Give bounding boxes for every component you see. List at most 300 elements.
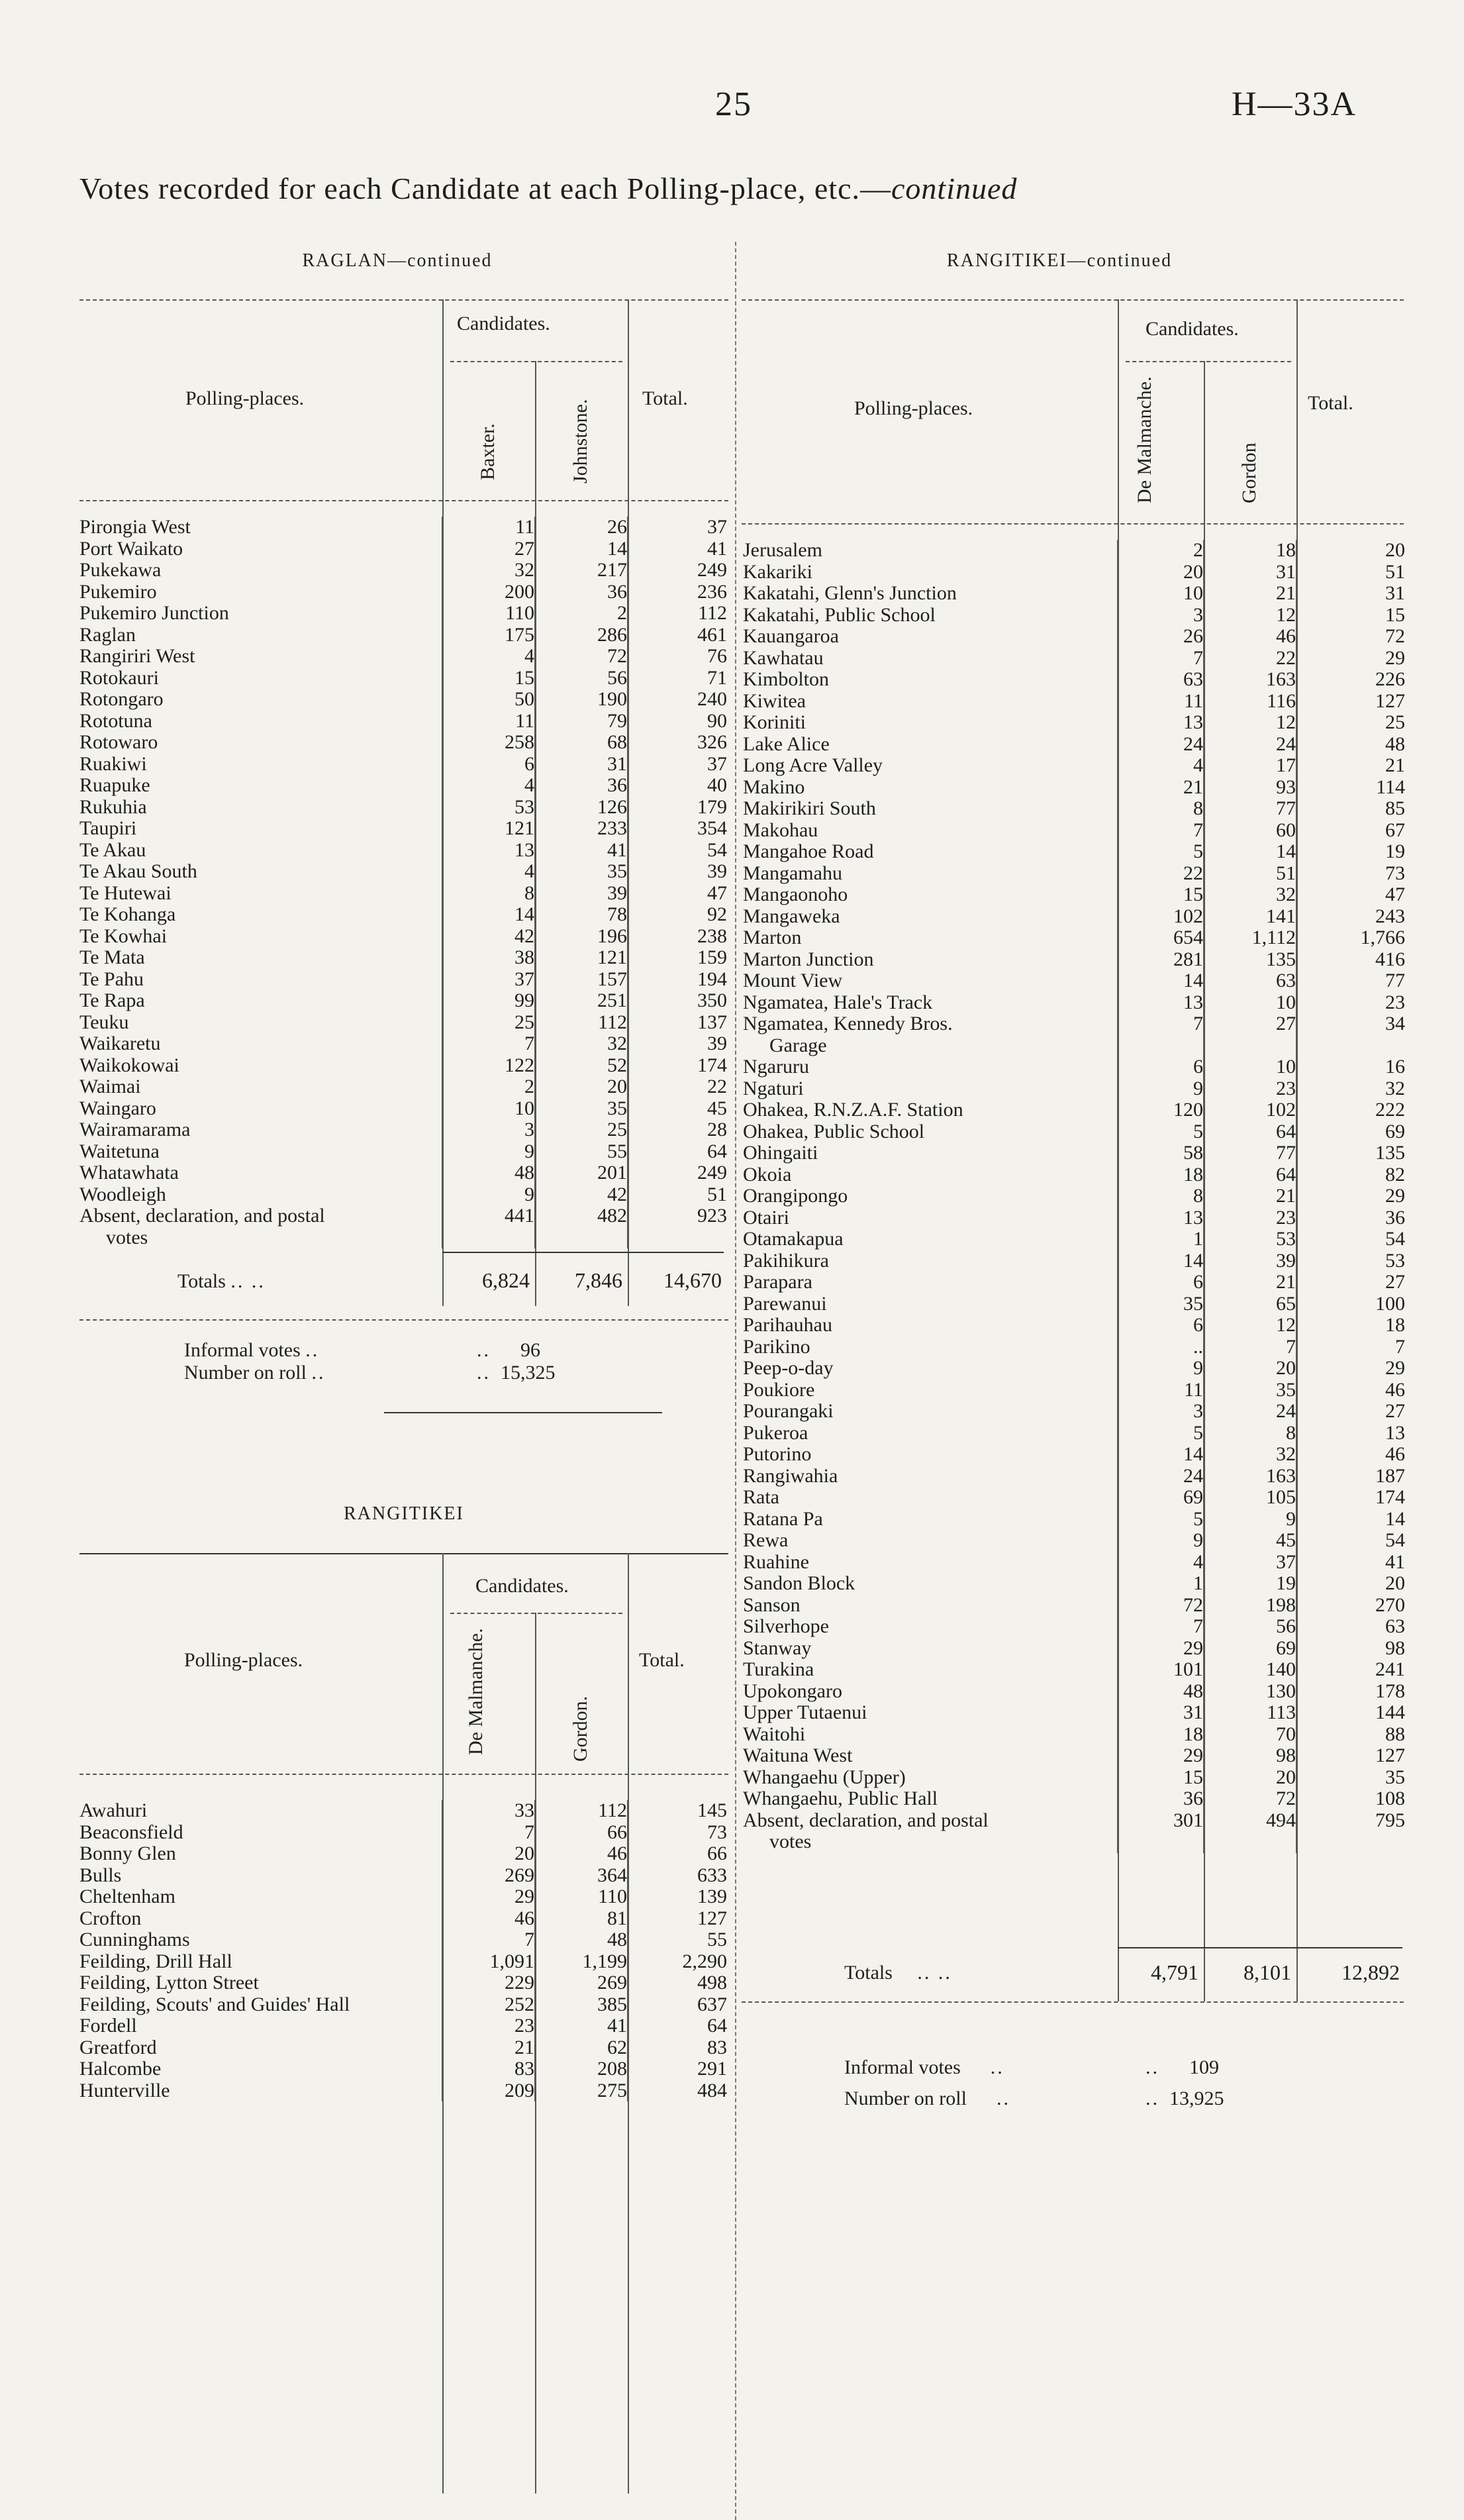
- row-total: [628, 1865, 727, 1887]
- row-total: [1296, 1638, 1405, 1660]
- row-total-text: 18: [1385, 1314, 1405, 1336]
- candidate-2-votes-text: 102: [1266, 1099, 1296, 1121]
- row-total: [1296, 1831, 1405, 1853]
- rangitikei-cont-bottom-rule: [742, 2001, 1404, 2003]
- polling-place-name-text: Orangipongo: [743, 1185, 848, 1207]
- candidate-1-votes-text: 23: [514, 2015, 534, 2037]
- candidate-2-votes: [535, 947, 628, 969]
- table-row: [79, 581, 727, 603]
- candidate-2-votes: [535, 883, 628, 905]
- candidate-1-votes-text: 32: [514, 559, 534, 581]
- candidate-1-votes-text: 7: [1193, 819, 1203, 841]
- candidate-2-votes-text: 56: [607, 666, 627, 689]
- polling-place-name: [79, 1929, 442, 1951]
- row-total: [628, 904, 727, 926]
- rangitikei-cont-polling-label: Polling-places.: [854, 397, 973, 419]
- polling-place-name-text: Mangaweka: [743, 905, 840, 927]
- row-total: [628, 1098, 727, 1120]
- page-title: [79, 171, 1017, 206]
- candidate-2-votes-text: 77: [1276, 797, 1296, 819]
- candidate-2-votes: [1204, 863, 1296, 885]
- table-row: [79, 625, 727, 646]
- table-row: [743, 648, 1405, 670]
- row-total: [1296, 1358, 1405, 1380]
- polling-place-name-text: Marton: [743, 927, 802, 948]
- polling-place-name-text: Port Waikato: [79, 538, 183, 560]
- candidate-1-votes: [1118, 1164, 1204, 1186]
- table-row: [743, 1142, 1405, 1164]
- row-total-text: 236: [697, 580, 727, 603]
- polling-place-name-text: Pukekawa: [79, 560, 162, 581]
- candidate-1-votes: [1118, 1013, 1204, 1035]
- polling-place-name: [743, 1164, 1118, 1186]
- candidate-2-votes-text: 7: [1286, 1335, 1296, 1358]
- row-total-text: 194: [697, 968, 727, 990]
- row-total-text: 22: [707, 1076, 727, 1097]
- table-row: [743, 1788, 1405, 1810]
- candidate-2-votes: [1204, 1530, 1296, 1552]
- polling-place-name: [79, 969, 442, 991]
- candidate-2-votes: [1204, 1573, 1296, 1595]
- row-total: [628, 711, 727, 732]
- table-row: [743, 1229, 1405, 1250]
- polling-place-name-text: Waimai: [79, 1076, 141, 1097]
- polling-place-name-text: Marton Junction: [743, 948, 874, 970]
- row-total-text: 1,766: [1360, 927, 1405, 948]
- row-total-text: 40: [707, 774, 727, 796]
- table-row: [79, 990, 727, 1012]
- candidate-2-votes: [535, 1184, 628, 1206]
- raglan-candidates-label: Candidates.: [457, 313, 550, 334]
- polling-place-name: [79, 1205, 442, 1227]
- row-total: [628, 818, 727, 840]
- candidate-1-votes-text: 252: [505, 1993, 534, 2015]
- row-total-text: 326: [697, 731, 727, 753]
- table-row: [79, 603, 727, 625]
- rangitikei-cont-totals-label: Totals .. ..: [844, 1962, 952, 1984]
- candidate-1-votes-text: 101: [1173, 1658, 1203, 1680]
- candidate-1-votes: [1118, 949, 1204, 971]
- polling-place-name-text: Peep-o-day: [743, 1358, 834, 1379]
- row-total-text: 416: [1375, 948, 1405, 970]
- polling-place-name: [743, 1250, 1118, 1272]
- candidate-2-votes: [1204, 798, 1296, 820]
- polling-place-name-text: Feilding, Scouts' and Guides' Hall: [79, 1993, 350, 2015]
- table-row: [79, 1908, 727, 1930]
- candidate-1-votes: [1118, 1509, 1204, 1531]
- row-total-text: 100: [1375, 1292, 1405, 1315]
- table-row: [79, 1012, 727, 1034]
- row-total-text: 291: [697, 2058, 727, 2080]
- row-total: [628, 1162, 727, 1184]
- candidate-1-votes: [442, 926, 535, 948]
- polling-place-name: [743, 1099, 1118, 1121]
- candidate-1-votes-text: 14: [1183, 1443, 1203, 1465]
- rangitikei-cont-results-table: [743, 540, 1405, 1853]
- table-row: [79, 1865, 727, 1887]
- table-row: [79, 689, 727, 711]
- candidate-2-votes: [535, 538, 628, 560]
- candidate-1-votes: [1118, 1099, 1204, 1121]
- polling-place-name: [79, 1162, 442, 1184]
- row-total: [1296, 1056, 1405, 1078]
- polling-place-name: [743, 1487, 1118, 1509]
- polling-place-name: [743, 1293, 1118, 1315]
- candidate-1-votes: [1118, 669, 1204, 691]
- candidate-2-votes-text: 19: [1276, 1572, 1296, 1594]
- candidate-1-votes-text: 63: [1183, 668, 1203, 690]
- polling-place-name-text: Makirikiri South: [743, 798, 876, 819]
- candidate-1-votes: [1118, 1487, 1204, 1509]
- polling-place-name: [79, 1141, 442, 1163]
- candidate-2-votes: [1204, 1423, 1296, 1444]
- candidate-1-votes: [1118, 1595, 1204, 1617]
- table-row: [79, 1929, 727, 1951]
- candidate-2-votes: [1204, 1293, 1296, 1315]
- polling-place-name: [743, 1056, 1118, 1078]
- candidate-1-votes: [442, 1929, 535, 1951]
- candidate-2-votes: [535, 797, 628, 819]
- candidate-2-votes-text: 64: [1276, 1163, 1296, 1185]
- row-total: [1296, 1293, 1405, 1315]
- row-total: [628, 883, 727, 905]
- candidate-2-votes-text: 72: [1276, 1788, 1296, 1809]
- polling-place-name-text: Otamakapua: [743, 1229, 844, 1250]
- candidate-2-votes-text: 39: [607, 882, 627, 904]
- polling-place-name-text: Greatford: [79, 2037, 157, 2058]
- candidate-1-votes: [1118, 1380, 1204, 1401]
- candidate-1-votes-text: 654: [1173, 927, 1203, 948]
- candidate-2-votes-text: 364: [597, 1864, 627, 1886]
- row-total-text: 2,290: [682, 1950, 727, 1972]
- candidate-2-votes-text: 21: [1276, 582, 1296, 604]
- polling-place-name-text: Wairamarama: [79, 1119, 191, 1140]
- polling-place-name-text: Jerusalem: [743, 540, 822, 561]
- row-total: [1296, 583, 1405, 605]
- candidate-2-votes: [535, 1822, 628, 1844]
- candidate-1-votes-text: 200: [505, 580, 534, 603]
- polling-place-name-text: Parewanui: [743, 1293, 827, 1315]
- candidate-2-votes-text: 116: [1267, 689, 1296, 712]
- polling-place-name-text: Stanway: [743, 1637, 812, 1659]
- candidate-1-votes-text: 72: [1183, 1593, 1203, 1616]
- table-row: [743, 1444, 1405, 1466]
- polling-place-name: [743, 884, 1118, 906]
- candidate-1-votes-text: 3: [1193, 1400, 1203, 1422]
- candidate-2-votes: [535, 754, 628, 776]
- polling-place-name-text: Kawhatau: [743, 647, 824, 669]
- row-total: [1296, 691, 1405, 713]
- row-total: [628, 1227, 727, 1249]
- polling-place-name-text: Waituna West: [743, 1745, 853, 1766]
- polling-place-name: [743, 648, 1118, 670]
- row-total: [628, 1929, 727, 1951]
- polling-place-name-text: Rata: [743, 1487, 779, 1508]
- table-row: [79, 1055, 727, 1077]
- candidate-1-votes: [1118, 1336, 1204, 1358]
- candidate-2-votes-text: 35: [607, 860, 627, 882]
- row-total-text: 39: [707, 1033, 727, 1054]
- row-total-text: 144: [1375, 1701, 1405, 1723]
- candidate-2-votes-text: 60: [1276, 819, 1296, 841]
- row-total-text: 19: [1385, 840, 1405, 862]
- candidate-1-votes: [1118, 1250, 1204, 1272]
- candidate-2-votes-text: 275: [597, 2079, 627, 2101]
- candidate-2-votes-text: 77: [1276, 1142, 1296, 1164]
- table-row: [79, 1162, 727, 1184]
- polling-place-name: [79, 947, 442, 969]
- table-row: [79, 646, 727, 668]
- table-row: [743, 1767, 1405, 1789]
- polling-place-name: [79, 732, 442, 754]
- candidate-1-votes-text: 18: [1183, 1723, 1203, 1745]
- candidate-2-votes-text: 12: [1276, 1314, 1296, 1336]
- candidate-2-votes-text: 482: [597, 1205, 627, 1227]
- candidate-2-votes-text: 66: [607, 1821, 627, 1843]
- candidate-2-votes: [535, 1951, 628, 1973]
- candidate-2-votes-text: 112: [598, 1011, 627, 1033]
- row-total: [1296, 1530, 1405, 1552]
- candidate-1-votes-text: 26: [1183, 625, 1203, 647]
- polling-place-name: [79, 2037, 442, 2059]
- candidate-2-votes: [1204, 1595, 1296, 1617]
- polling-place-name: [79, 1843, 442, 1865]
- candidate-2-votes: [535, 969, 628, 991]
- table-row: [743, 1164, 1405, 1186]
- candidate-2-votes-text: 69: [1276, 1637, 1296, 1659]
- table-row: [79, 2080, 727, 2102]
- table-row: [79, 538, 727, 560]
- table-row: [79, 1886, 727, 1908]
- candidate-2-votes: [1204, 691, 1296, 713]
- candidate-2-votes-text: 21: [1276, 1185, 1296, 1207]
- polling-place-name-text: Te Mata: [79, 947, 145, 968]
- candidate-2-votes-text: 98: [1276, 1744, 1296, 1766]
- candidate-1-votes-text: 9: [1193, 1357, 1203, 1379]
- candidate-1-votes-text: 5: [1193, 1507, 1203, 1530]
- candidate-1-votes-text: 4: [524, 645, 534, 667]
- raglan-sum-rule-3: [628, 1252, 724, 1253]
- candidate-2-votes: [535, 1076, 628, 1098]
- candidate-1-votes: [1118, 1530, 1204, 1552]
- candidate-2-votes-text: 31: [1276, 560, 1296, 583]
- polling-place-name-text: Garage: [769, 1034, 827, 1056]
- row-total: [1296, 1702, 1405, 1724]
- row-total-text: 13: [1385, 1421, 1405, 1444]
- candidate-1-votes: [442, 560, 535, 581]
- polling-place-name: [743, 583, 1118, 605]
- polling-place-name-text: Waingaro: [79, 1097, 156, 1119]
- candidate-2-votes-text: 163: [1266, 668, 1296, 690]
- row-total-text: 48: [1385, 732, 1405, 755]
- candidate-1-votes: [442, 947, 535, 969]
- candidate-2-votes: [1204, 669, 1296, 691]
- row-total: [1296, 906, 1405, 928]
- candidate-2-votes: [1204, 1336, 1296, 1358]
- polling-place-name-text: Ruakiwi: [79, 753, 147, 775]
- polling-place-name-text: Makino: [743, 776, 805, 798]
- row-total-text: 354: [697, 817, 727, 839]
- rangitikei-cont-informal-label: Informal votes ..: [844, 2056, 1004, 2078]
- candidate-1-votes: [442, 1800, 535, 1822]
- row-total-text: 350: [697, 989, 727, 1011]
- rangitikei-cont-sum-rule-1: [1118, 1947, 1204, 1948]
- polling-place-name: [79, 1886, 442, 1908]
- polling-place-name-text: Parapara: [743, 1272, 812, 1293]
- polling-place-name: [743, 1702, 1118, 1724]
- row-total-text: 145: [697, 1799, 727, 1821]
- polling-place-name-text: Pukemiro: [79, 581, 157, 603]
- table-row: [79, 1205, 727, 1227]
- table-row: [79, 1800, 727, 1822]
- table-row: [79, 1098, 727, 1120]
- polling-place-name-text: Ngaturi: [743, 1078, 804, 1099]
- polling-place-name: [79, 517, 442, 538]
- raglan-candidates-rule: [450, 361, 622, 362]
- polling-place-name-text: Poukiore: [743, 1379, 815, 1401]
- polling-place-name-text: Okoia: [743, 1164, 792, 1185]
- row-total-text: 178: [1375, 1680, 1405, 1702]
- polling-place-name: [743, 1595, 1118, 1617]
- row-total-text: 633: [697, 1864, 727, 1886]
- row-total: [628, 2080, 727, 2102]
- candidate-1-votes-text: 38: [514, 946, 534, 968]
- candidate-2-votes: [1204, 1164, 1296, 1186]
- candidate-1-votes: [442, 818, 535, 840]
- candidate-2-votes: [535, 1972, 628, 1994]
- candidate-1-votes: [442, 1205, 535, 1227]
- polling-place-name-text: Feilding, Drill Hall: [79, 1950, 232, 1972]
- polling-place-name: [743, 992, 1118, 1014]
- candidate-2-votes: [1204, 605, 1296, 627]
- candidate-1-votes: [1118, 583, 1204, 605]
- candidate-1-votes-text: 175: [505, 623, 534, 646]
- row-total-text: 174: [697, 1054, 727, 1076]
- candidate-1-votes: [1118, 1401, 1204, 1423]
- table-row: [79, 1227, 727, 1249]
- candidate-1-votes-text: 13: [1183, 711, 1203, 733]
- candidate-1-votes-text: 22: [1183, 862, 1203, 884]
- row-total-text: 270: [1375, 1593, 1405, 1616]
- row-total-text: 127: [1375, 1744, 1405, 1766]
- row-total-text: 85: [1385, 797, 1405, 819]
- candidate-1-votes-text: 5: [1193, 1421, 1203, 1444]
- candidate-1-votes: [442, 517, 535, 538]
- candidate-1-votes-text: 2: [1193, 539, 1203, 561]
- table-row: [79, 1141, 727, 1163]
- row-total: [1296, 863, 1405, 885]
- row-total: [1296, 970, 1405, 992]
- candidate-2-votes-text: 25: [607, 1119, 627, 1140]
- table-row: [743, 1702, 1405, 1724]
- candidate-2-votes: [1204, 1207, 1296, 1229]
- candidate-1-votes-text: ..: [1193, 1335, 1203, 1358]
- candidate-1-votes: [1118, 1293, 1204, 1315]
- polling-place-name: [79, 1227, 442, 1249]
- candidate-1-votes: [1118, 1681, 1204, 1703]
- polling-place-name: [79, 1994, 442, 2016]
- candidate-1-votes: [1118, 841, 1204, 863]
- candidate-2-votes-text: 140: [1266, 1658, 1296, 1680]
- table-row: [743, 583, 1405, 605]
- row-total: [1296, 798, 1405, 820]
- candidate-1-votes-text: 7: [1193, 1615, 1203, 1637]
- polling-place-name: [743, 734, 1118, 756]
- candidate-1-votes: [442, 1822, 535, 1844]
- table-row: [743, 1745, 1405, 1767]
- rangitikei-cont-candidates-rule: [1126, 361, 1291, 362]
- candidate-1-votes: [442, 1119, 535, 1141]
- candidate-2-votes: [535, 1055, 628, 1077]
- candidate-2-votes-text: 36: [607, 580, 627, 603]
- table-row: [743, 1573, 1405, 1595]
- candidate-1-votes: [1118, 1185, 1204, 1207]
- row-total: [1296, 562, 1405, 583]
- polling-place-name-text: Pourangaki: [743, 1401, 834, 1422]
- raglan-totals-label: Totals .. ..: [177, 1270, 266, 1292]
- row-total-text: 159: [697, 946, 727, 968]
- polling-place-name-text: Turakina: [743, 1659, 814, 1680]
- rangitikei-cont-grand-total: 12,892: [1342, 1960, 1400, 1984]
- row-total: [628, 926, 727, 948]
- candidate-1-votes-text: 7: [1193, 1013, 1203, 1034]
- rangitikei-cont-sum-rule-2: [1204, 1947, 1296, 1948]
- row-total-text: 83: [707, 2036, 727, 2058]
- row-total-text: 39: [707, 860, 727, 882]
- candidate-2-votes: [535, 1865, 628, 1887]
- candidate-2-votes-text: 32: [607, 1033, 627, 1054]
- candidate-1-votes: [1118, 1767, 1204, 1789]
- polling-place-name: [743, 1616, 1118, 1638]
- row-total: [1296, 777, 1405, 799]
- candidate-1-votes: [442, 861, 535, 883]
- candidate-2-votes-text: 20: [607, 1076, 627, 1097]
- candidate-2-votes-text: 14: [607, 537, 627, 560]
- candidate-2-votes: [535, 581, 628, 603]
- candidate-1-votes: [1118, 712, 1204, 734]
- row-total-text: 34: [1385, 1013, 1405, 1034]
- table-row: [79, 1843, 727, 1865]
- table-row: [743, 691, 1405, 713]
- candidate-1-votes: [1118, 992, 1204, 1014]
- candidate-2-votes: [1204, 1509, 1296, 1531]
- candidate-1-votes-text: 20: [1183, 560, 1203, 583]
- candidate-1-votes-text: 24: [1183, 732, 1203, 755]
- polling-place-name: [79, 861, 442, 883]
- row-total: [628, 1033, 727, 1055]
- table-row: [79, 1972, 727, 1994]
- table-row: [743, 1293, 1405, 1315]
- polling-place-name: [79, 775, 442, 797]
- candidate-2-votes-text: 18: [1276, 539, 1296, 561]
- table-row: [743, 669, 1405, 691]
- candidate-1-votes: [442, 1162, 535, 1184]
- candidate-1-votes: [1118, 927, 1204, 949]
- candidate-2-votes: [535, 1012, 628, 1034]
- row-total-text: 98: [1385, 1637, 1405, 1659]
- candidate-2-votes: [535, 904, 628, 926]
- candidate-1-votes: [442, 969, 535, 991]
- row-total-text: 240: [697, 688, 727, 710]
- candidate-2-votes-text: 8: [1286, 1421, 1296, 1444]
- candidate-2-votes: [1204, 820, 1296, 842]
- candidate-1-votes-text: 11: [515, 516, 534, 538]
- candidate-2-votes-text: 63: [1276, 970, 1296, 991]
- candidate-1-votes: [1118, 1552, 1204, 1574]
- table-row: [79, 1076, 727, 1098]
- candidate-2-votes-text: 46: [607, 1842, 627, 1864]
- row-total-text: 36: [1385, 1206, 1405, 1229]
